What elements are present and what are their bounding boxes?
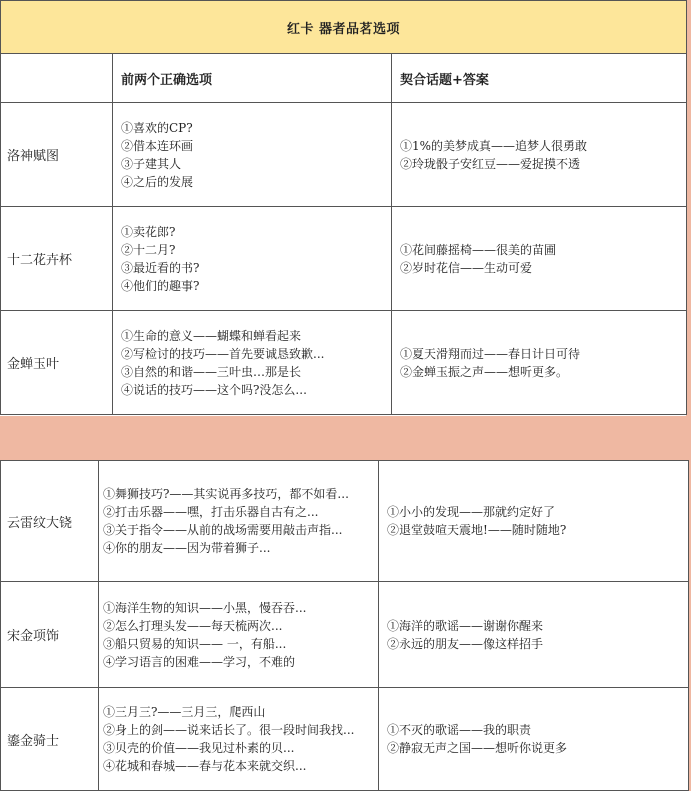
header-options: 前两个正确选项: [113, 54, 392, 103]
answers-cell: [392, 103, 687, 207]
option-line: ③最近看的书?: [121, 260, 200, 275]
answer-line: ①花间藤摇椅——很美的苗圃: [400, 242, 557, 257]
options-cell: [99, 461, 379, 582]
answer-line: ②静寂无声之国——想听你说更多: [387, 741, 568, 755]
item-name: 云雷纹大铙: [1, 461, 99, 582]
answer-line: ①小小的发现——那就约定好了: [387, 505, 556, 519]
answer-line: ①夏天滑翔而过——春日计日可待: [400, 346, 581, 361]
option-line: ③子建其人: [121, 156, 182, 171]
option-line: ②打击乐器——嘿，打击乐器自古有之...: [103, 505, 319, 519]
table-row: [1, 103, 687, 207]
answer-line: ①1%的美梦成真——追梦人很勇敢: [400, 138, 588, 153]
option-line: ③关于指令——从前的战场需要用敲击声指...: [103, 523, 343, 537]
option-line: ②身上的剑——说来话长了。很一段时间我找...: [103, 723, 355, 737]
options-cell: [113, 103, 392, 207]
options-cell: [113, 207, 392, 311]
header-name: [1, 54, 113, 103]
table-row: [1, 207, 687, 311]
answer-line: ①不灭的歌谣——我的职责: [387, 723, 532, 737]
answer-line: ②退堂鼓喧天震地!——随时随地?: [387, 523, 567, 537]
item-name: 洛神赋图: [1, 103, 113, 207]
option-line: ④花城和春城——春与花本来就交织...: [103, 759, 307, 773]
answers-cell: [379, 461, 689, 582]
option-line: ③船只贸易的知识—— 一，有船...: [103, 636, 287, 651]
answers-cell: [392, 311, 687, 415]
answer-line: ②金蝉玉振之声——想听更多。: [400, 364, 569, 379]
item-name: 十二花卉杯: [1, 207, 113, 311]
option-line: ①海洋生物的知识——小黑，慢吞吞...: [103, 600, 307, 615]
answers-cell: [379, 688, 689, 791]
option-line: ④之后的发展: [121, 174, 194, 189]
option-line: ②写检讨的技巧——首先要诚恳致歉...: [121, 346, 325, 361]
option-line: ③自然的和谐——三叶虫…那是长: [121, 364, 302, 379]
item-name: 鎏金骑士: [1, 688, 99, 791]
option-line: ③贝壳的价值——我见过朴素的贝...: [103, 741, 295, 755]
table-row: [1, 311, 687, 415]
option-line: ④他们的趣事?: [121, 278, 200, 293]
answer-line: ②玲珑骰子安红豆——爱捉摸不透: [400, 156, 581, 171]
option-line: ②借本连环画: [121, 138, 194, 153]
option-line: ①舞狮技巧?——其实说再多技巧，都不如看...: [103, 487, 349, 501]
selection-table-bottom: [0, 460, 689, 791]
item-name: 宋金项饰: [1, 582, 99, 688]
option-line: ④学习语言的困难——学习，不难的: [103, 654, 296, 669]
table-bottom-section: [0, 460, 688, 791]
table-row: [1, 688, 689, 791]
option-line: ④你的朋友——因为带着狮子...: [103, 541, 271, 555]
answer-line: ②永远的朋友——像这样招手: [387, 636, 544, 651]
answers-cell: [392, 207, 687, 311]
item-name: 金蝉玉叶: [1, 311, 113, 415]
answer-line: ①海洋的歌谣——谢谢你醒来: [387, 618, 544, 633]
option-line: ①卖花郎?: [121, 224, 176, 239]
option-line: ②怎么打理头发——每天梳两次...: [103, 618, 283, 633]
option-line: ①生命的意义——蝴蝶和蝉看起来: [121, 328, 302, 343]
option-line: ④说话的技巧——这个吗?没怎么...: [121, 382, 307, 397]
options-cell: [99, 582, 379, 688]
option-line: ①三月三?——三月三，爬西山: [103, 705, 266, 719]
header-answers: 契合话题+答案: [392, 54, 687, 103]
table-title: 红卡 器者品茗选项: [1, 1, 687, 54]
options-cell: [113, 311, 392, 415]
table-row: [1, 582, 689, 688]
answers-cell: [379, 582, 689, 688]
option-line: ①喜欢的CP?: [121, 120, 193, 135]
table-row: [1, 461, 689, 582]
answer-line: ②岁时花信——生动可爱: [400, 260, 533, 275]
option-line: ②十二月?: [121, 242, 176, 257]
options-cell: [99, 688, 379, 791]
